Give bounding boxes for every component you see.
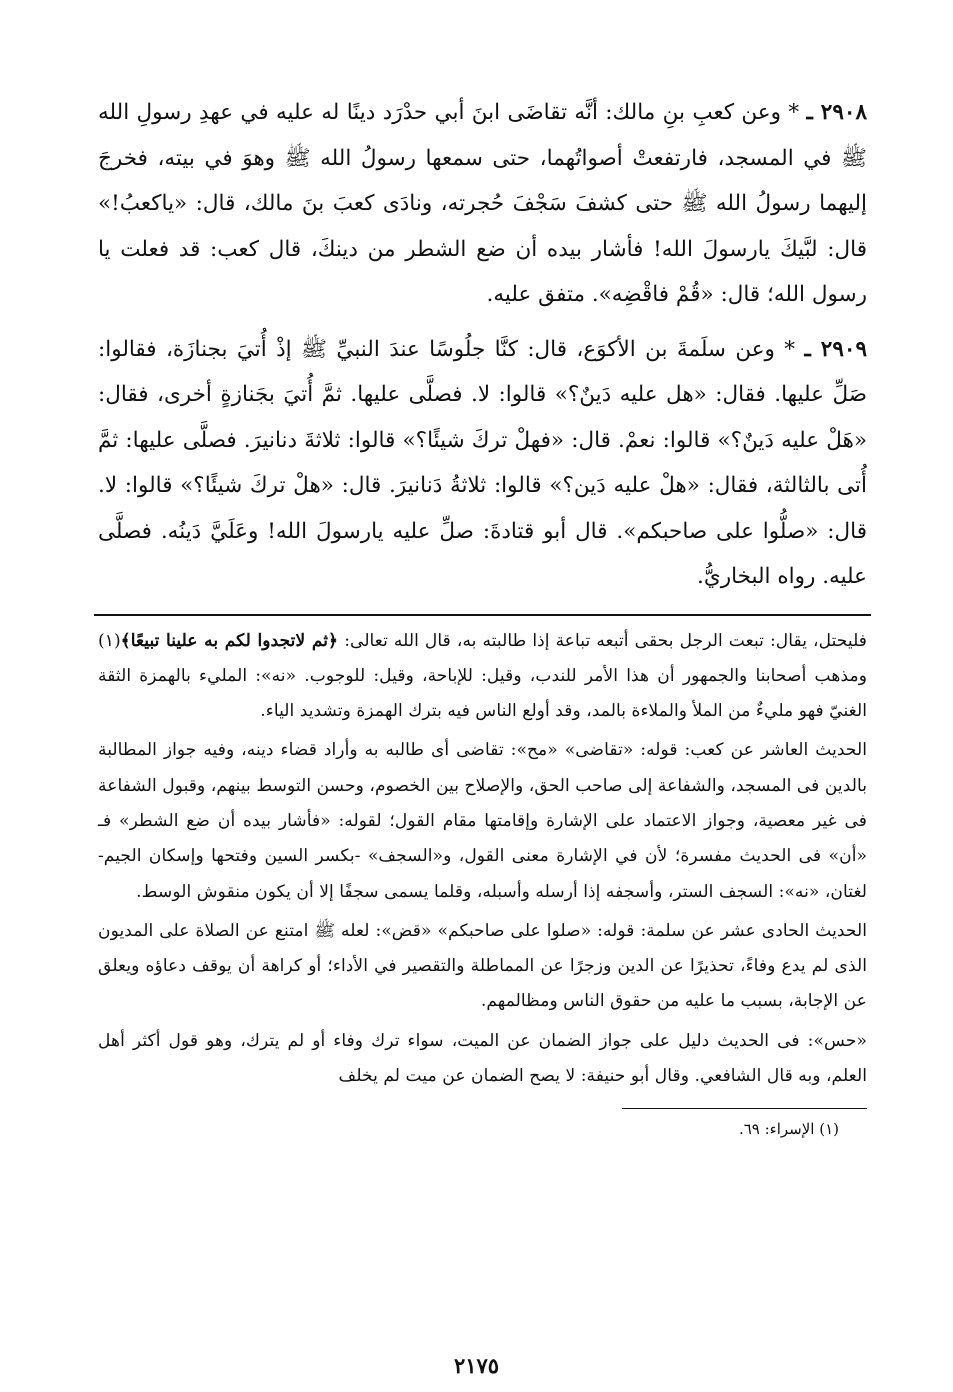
commentary-text: «حس»: فى الحديث دليل على جواز الضمان عن الميت، سواء ترك وفاء أو لم يترك، وهو قول أكثر أهل العلم، وبه قال الشافعي. وقال أبو حنيفة: لا يصح الضمان عن ميت لم يخلف (98, 1030, 867, 1087)
footnote: (١) الإسراء: ٦٩. (738, 1120, 839, 1139)
commentary-paragraph (98, 1024, 867, 1095)
page-number: ٢١٧٥ (453, 1354, 500, 1378)
commentary-text: (١) ومذهب أصحابنا والجمهور أن هذا الأمر للندب، وقيل: للإباحة، وقيل: للوجوب. «نه»: المليء بالهمزة الثقة الغنيّ فهو مليءٌ من الملأ والملاءة بالمد، وقد أولع الناس فيه بترك الهمزة وتشديد الياء. (98, 630, 867, 722)
commentary-paragraph (98, 733, 867, 909)
commentary-paragraph (98, 914, 867, 1020)
hadith-number: ٢٩٠٩ ـ (804, 336, 867, 362)
hadith-text: * وعن كعبِ بنِ مالك: أنَّه تقاضَى ابنَ أبي حدْرَد دينًا له عليه في عهدِ رسولِ الله ﷺ في المسجد، فارتفعتْ أصواتُهما، حتى سمعها رسولُ الله ﷺ وهوَ في بيته، فخرجَ إليهما رسولُ الله ﷺ حتى كشفَ سَجْفَ حُجرته، ونادَى كعبَ بنَ مالك، قال: «ياكعبُ!» قال: لبَّيكَ يارسولَ الله! فأشار بيده أن ضع الشطر من دينكَ، قال كعب: قد فعلت يا رسول الله؛ قال: «قُمْ فاقْضِه». متفق عليه. (98, 100, 867, 307)
quran-quote: ﴿ثم لاتجدوا لكم به علينا تبيعًا﴾ (120, 630, 339, 651)
hadith-2909 (98, 327, 867, 600)
hadith-number: ٢٩٠٨ ـ (806, 100, 867, 125)
commentary-text: فليحتل، يقال: تبعت الرجل بحقى أتبعه تباعة إذا طالبته به، قال الله تعالى: (338, 630, 867, 651)
commentary-text: الحديث الحادى عشر عن سلمة: قوله: «صلوا على صاحبكم» «قض»: لعله ﷺ امتنع عن الصلاة على المديون الذى لم يدع وفاءً، تحذيرًا عن الدين وزجرًا عن المماطلة والتقصير في الأداء؛ أو كراهة أن يوقف دعاؤه ويعلق عن الإجابة، بسبب ما عليه من حقوق الناس ومظالمهم. (98, 920, 867, 1012)
footnote-divider (622, 1108, 867, 1109)
hadith-2908 (98, 90, 867, 318)
commentary-text: الحديث العاشر عن كعب: قوله: «تقاضى» «مح»: تقاضى أى طالبه به وأراد قضاء دينه، وفيه جواز المطالبة بالدين فى المسجد، والشفاعة إلى صاحب الحق، والإصلاح بين الخصوم، وحسن التوسط بينهم، وقبول الشفاعة فى غير معصية، وجواز الاعتماد على الإشارة وإقامتها مقام القول؛ لقوله: «فأشار بيده أن ضع الشطر» فـ «أن» فى الحديث مفسرة؛ لأن في الإشارة معنى القول، و«السجف» -بكسر السين وفتحها وإسكان الجيم- لغتان، «نه»: السجف الستر، وأسجفه إذا أرسله وأسبله، وقلما يسمى سجفًا إلا أن يكون منقوش الوسط. (98, 740, 867, 902)
hadith-text: * وعن سلَمةَ بن الأكوَع، قال: كنَّا جلُوسًا عندَ النبيِّ ﷺ إذْ أُتيَ بجنازَة، فقالوا: صَلِّ عليها. فقال: «هل عليه دَينٌ؟» قالوا: لا. فصلَّى عليها. ثمَّ أُتيَ بجَنازةٍ أخرى، فقال: «هَلْ عليه دَينٌ؟» قالوا: نعمْ. قال: «فهلْ تركَ شيئًا؟» قالوا: ثلاثةَ دنانيرَ. فصلَّى عليها: ثمَّ أُتى بالثالثة، فقال: «هلْ عليه دَين؟» قالوا: ثلاثةُ دَنانيرَ. قال: «هلْ تركَ شيئًا؟» قالوا: لا. قال: «صلُّوا على صاحبكم». قال أبو قتادةَ: صلِّ عليه يارسولَ الله! وعَلَيَّ دَينُه. فصلَّى عليه. رواه البخاريُّ. (98, 336, 867, 589)
commentary-divider (94, 614, 871, 616)
commentary-paragraph (98, 624, 867, 730)
